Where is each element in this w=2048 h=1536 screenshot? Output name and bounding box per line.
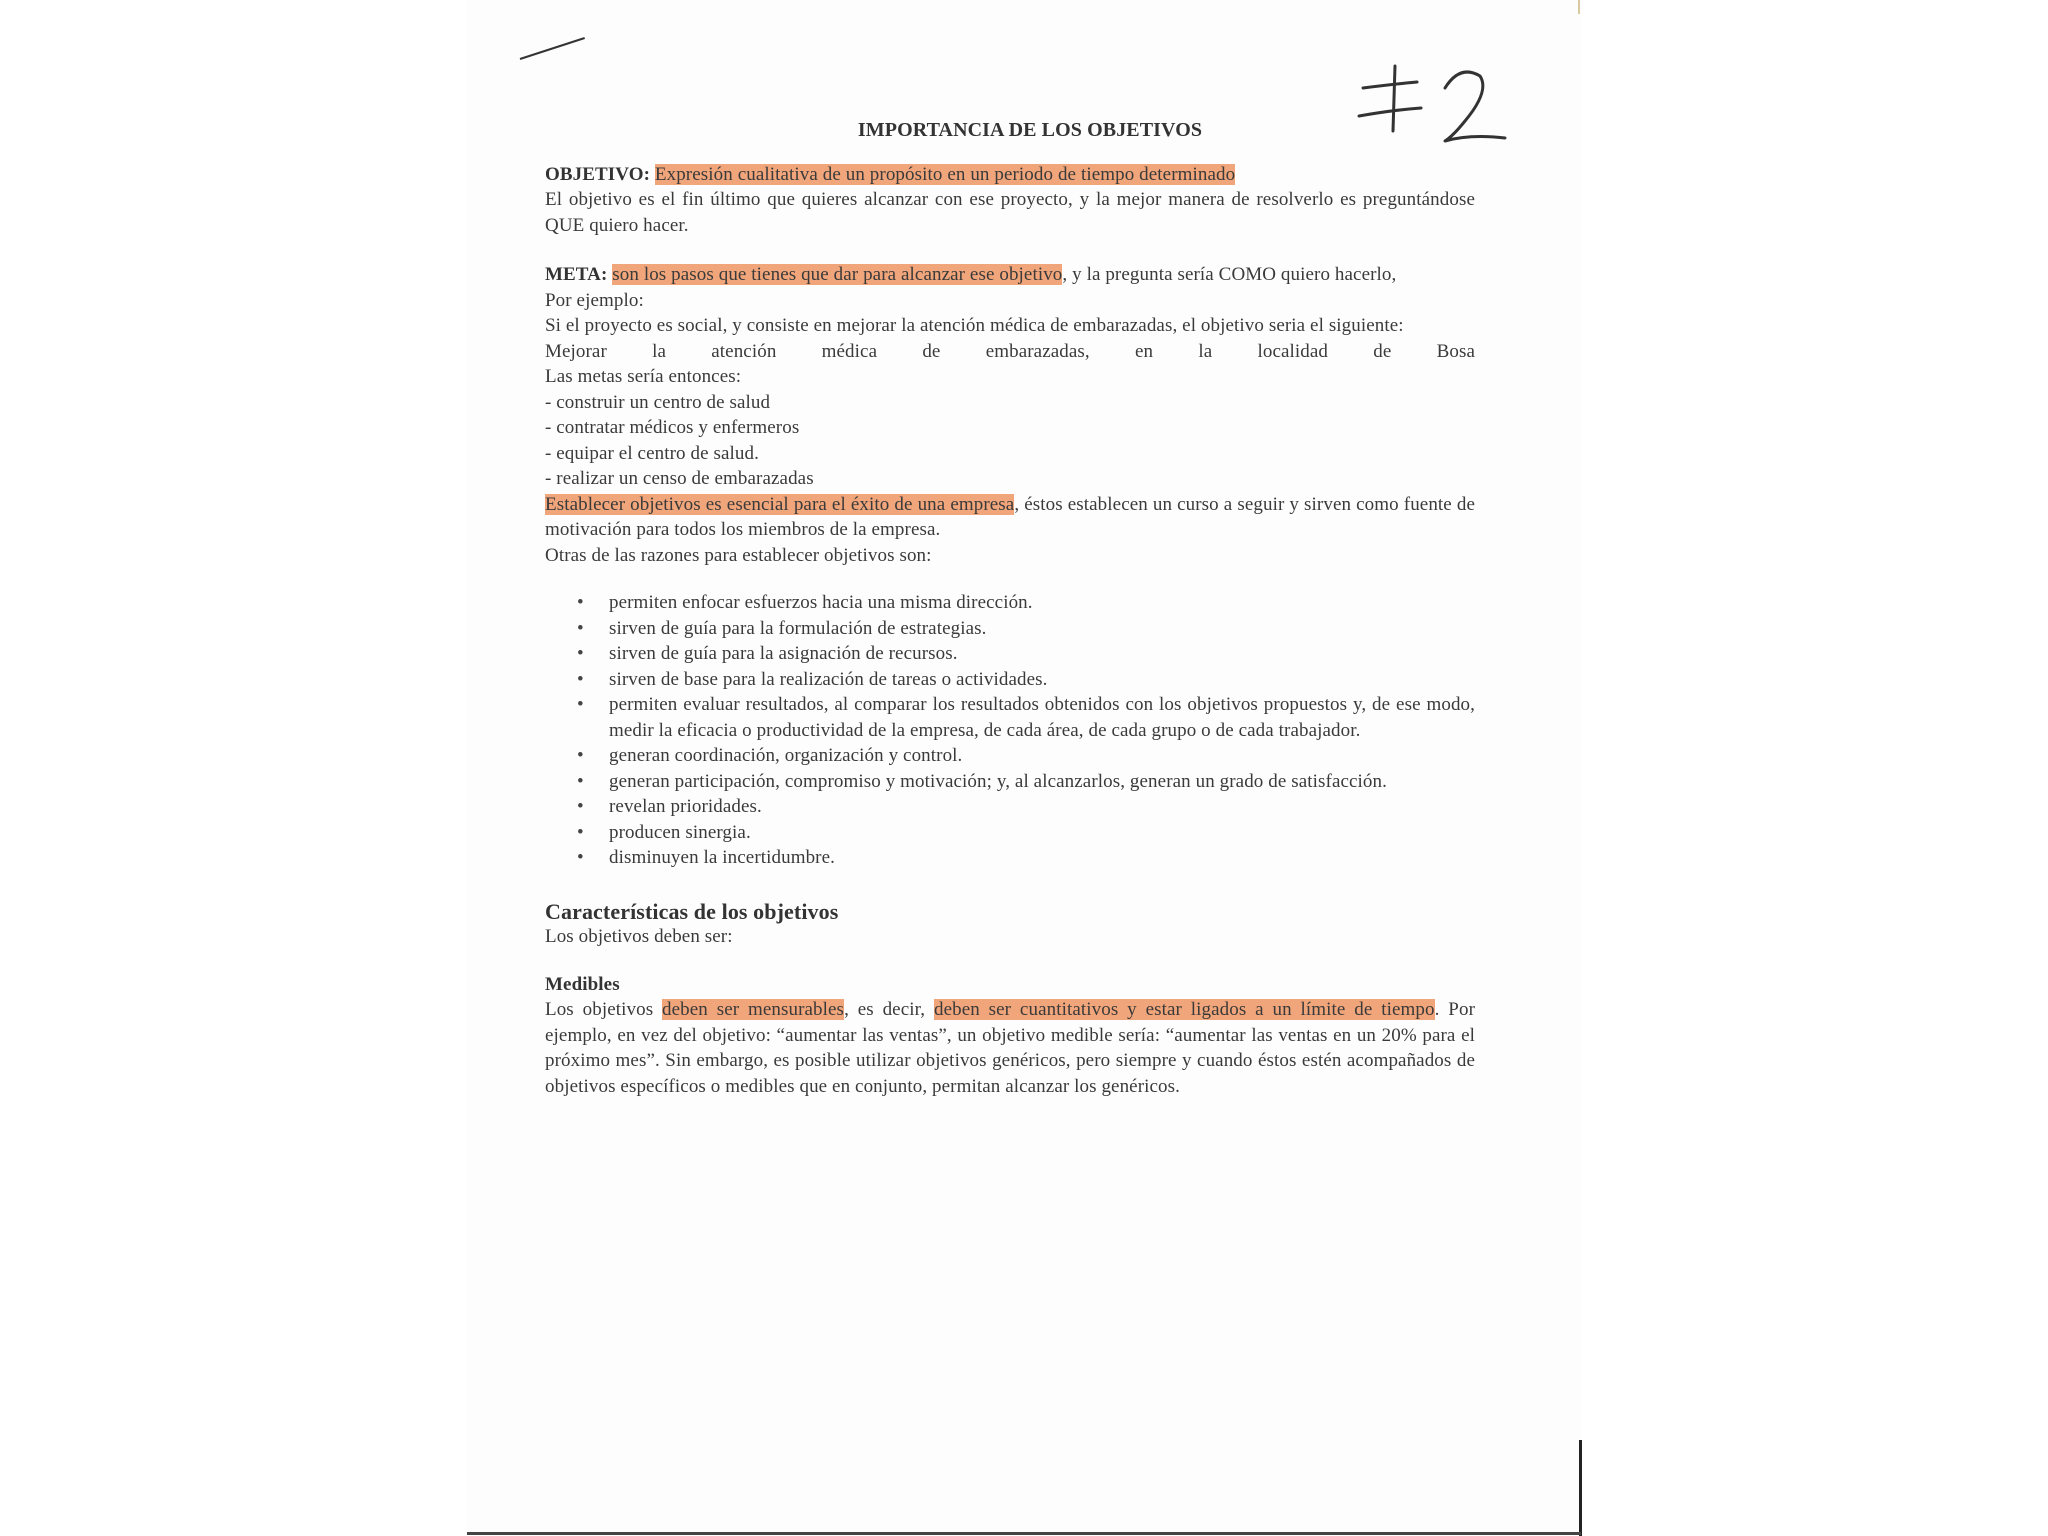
medibles-highlight-1: deben ser mensurables [662, 999, 845, 1020]
page-edge-bottom [467, 1532, 1581, 1535]
meta-item: - realizar un censo de embarazadas [545, 468, 814, 489]
reason-item: • revelan prioridades. [609, 794, 1475, 820]
reason-item: • disminuyen la incertidumbre. [609, 845, 1475, 871]
medibles-paragraph [545, 997, 1475, 1099]
establecer-rest: , éstos establecen un curso a seguir y sirven como fuente de motivación para todos los miembros de la empresa. [545, 493, 1476, 540]
objetivo-definition [545, 162, 1475, 188]
meta-item: - construir un centro de salud [545, 391, 771, 413]
objetivo-label: OBJETIVO: [545, 163, 651, 185]
meta-item: - contratar médicos y enfermeros [545, 417, 800, 438]
document-body [545, 118, 1475, 1099]
reasons-list [545, 590, 1475, 871]
reason-item: • permiten evaluar resultados, al comparar los resultados obtenidos con los objetivos propuestos y, de ese modo, medir la eficacia o productividad de la empresa, de cada área, de cada grupo o de cada trabajador. [609, 692, 1475, 743]
reason-item: • permiten enfocar esfuerzos hacia una misma dirección. [609, 590, 1475, 616]
establecer-paragraph [545, 492, 1475, 543]
medibles-text-2: , es decir, [844, 999, 934, 1020]
meta-definition [545, 262, 1475, 288]
medibles-text-1: Los objetivos [545, 999, 663, 1020]
meta-label: META: [545, 264, 608, 285]
page-edge-mark [1578, 0, 1580, 14]
objetivo-highlight: Expresión cualitativa de un propósito en un periodo de tiempo determinado [654, 163, 1236, 185]
medibles-highlight-2: deben ser cuantitativos y estar ligados a un límite de tiempo [933, 999, 1435, 1020]
reasons-intro: Otras de las razones para establecer objetivos son: [545, 544, 932, 566]
caracteristicas-heading: Características de los objetivos [545, 898, 839, 924]
medibles-text-3: . Por ejemplo, en vez del objetivo: “aumentar las ventas”, un objetivo medible sería: “aumentar las ventas en un 20% para el próximo mes”. Sin embargo, es posible utilizar objetivos genéricos, pero siempre y cuando éstos estén acompañados de objetivos específicos o medibles que en conjunto, permitan alcanzar los genéricos. [545, 999, 1475, 1097]
reason-item: • sirven de base para la realización de tareas o actividades. [609, 667, 1475, 693]
metas-intro: Las metas sería entonces: [545, 366, 742, 387]
reason-item: • sirven de guía para la formulación de estrategias. [609, 616, 1475, 642]
page-edge-right [1579, 1440, 1582, 1536]
medibles-heading: Medibles [545, 973, 620, 995]
reason-item: • generan coordinación, organización y control. [609, 743, 1475, 769]
example-intro: Por ejemplo: [545, 289, 644, 311]
example-text: Si el proyecto es social, y consiste en mejorar la atención médica de embarazadas, el objetivo seria el siguiente: [545, 315, 1404, 336]
document-title: IMPORTANCIA DE LOS OBJETIVOS [857, 119, 1203, 141]
meta-item: - equipar el centro de salud. [545, 442, 759, 464]
reason-item: • generan participación, compromiso y motivación; y, al alcanzarlos, generan un grado de satisfacción. [609, 769, 1475, 795]
caracteristicas-intro: Los objetivos deben ser: [545, 926, 733, 947]
reason-item: • producen sinergia. [609, 820, 1475, 846]
meta-rest: , y la pregunta sería COMO quiero hacerlo, [1062, 264, 1397, 285]
objetivo-explanation: El objetivo es el fin último que quieres alcanzar con ese proyecto, y la mejor manera de resolverlo es preguntándose QUE quiero hacer. [545, 189, 1475, 236]
example-goal: Mejorar la atención médica de embarazadas, en la localidad de Bosa [545, 340, 1475, 362]
meta-highlight: son los pasos que tienes que dar para alcanzar ese objetivo [612, 264, 1063, 285]
reason-item: • sirven de guía para la asignación de recursos. [609, 641, 1475, 667]
establecer-highlight: Establecer objetivos es esencial para el éxito de una empresa [545, 493, 1015, 515]
